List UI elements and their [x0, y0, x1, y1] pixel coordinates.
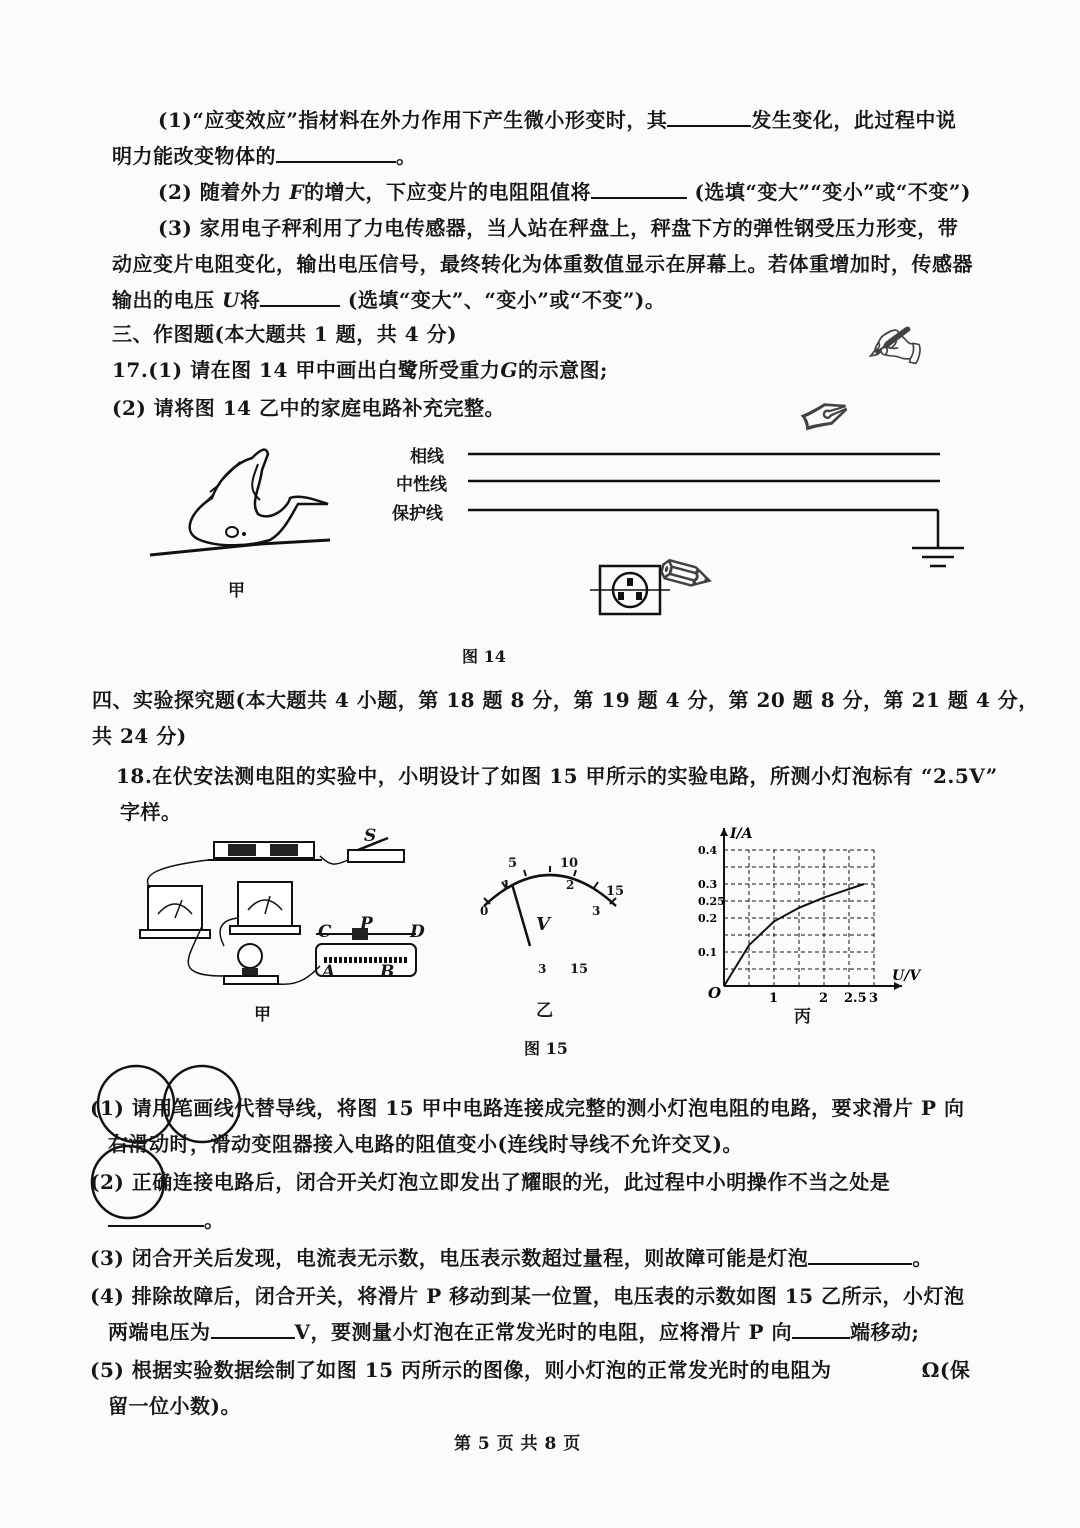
- origin-label: O: [708, 984, 722, 1002]
- y-axis-arrow: [720, 828, 728, 836]
- q18-part3-text: (3) 闭合开关后发现，电流表无示数，电压表示数超过量程，则故障可能是灯泡: [90, 1246, 809, 1270]
- q16-blank-1: [667, 107, 751, 127]
- x-tick-label: 2.5: [844, 991, 867, 1006]
- q18-part2-line1: (2) 正确连接电路后，闭合开关灯泡立即发出了耀眼的光，此过程中小明操作不当之处是: [90, 1170, 891, 1194]
- q17-text-b: 的示意图;: [517, 358, 608, 382]
- q16-part3-text-d: 将: [239, 288, 261, 312]
- rheostat-label-c: C: [318, 922, 332, 942]
- section3-title: 三、作图题(本大题共 1 题，共 4 分): [112, 322, 458, 346]
- dial-label-5: 5: [508, 856, 518, 871]
- q18-part4-text-c: V，要测量小灯泡在正常发光时的电阻，应将滑片 P 向: [294, 1320, 792, 1344]
- q18-blank-2: [808, 1245, 912, 1265]
- q16-blank-3: [591, 179, 687, 199]
- fig14-caption: 图 14: [462, 647, 506, 666]
- watermark-stamp: ✍: [862, 305, 931, 389]
- q17-text-a: 17.(1) 请在图 14 甲中画出白鹭所受重力: [112, 358, 501, 382]
- y-axis-label: I/A: [730, 826, 753, 842]
- q16-part3-text-c: 输出的电压: [112, 288, 215, 312]
- q18-part4-text-b: 两端电压为: [108, 1320, 211, 1344]
- egret-figure: [140, 440, 340, 570]
- q16-part1-text-c: 明力能改变物体的: [112, 144, 276, 168]
- q16-part2-text-c: (选填“变大”“变小”或“不变”): [694, 180, 971, 204]
- q18-part1-line2: 右滑动时，滑动变阻器接入电路的阻值变小(连线时导线不允许交叉)。: [108, 1132, 743, 1156]
- q18-part2-end: 。: [204, 1208, 225, 1232]
- q18-part5-text-a: (5) 根据实验数据绘制了如图 15 丙所示的图像，则小灯泡的正常发光时的电阻为: [90, 1358, 832, 1382]
- q16-part3-text-a: (3) 家用电子秤利用了力电传感器，当人站在秤盘上，秤盘下方的弹性钢受压力形变，带: [158, 216, 959, 240]
- q18-part4-line1: (4) 排除故障后，闭合开关，将滑片 P 移动到某一位置，电压表的示数如图 15 乙所示，小灯泡: [90, 1284, 965, 1308]
- fig15-bing-label: 丙: [794, 1007, 811, 1027]
- dial-label-3: 3: [592, 904, 601, 918]
- q18-intro-line2: 字样。: [120, 800, 182, 824]
- q16-blank-2: [276, 143, 396, 163]
- fig15-jia-label: 甲: [254, 1005, 271, 1025]
- rheostat-label-b: B: [380, 962, 395, 982]
- q18-part3: [90, 1244, 933, 1272]
- q16-part2: [158, 178, 971, 206]
- wire-label-ground: 保护线: [392, 504, 443, 524]
- y-tick-label: 0.25: [698, 895, 725, 908]
- q18-part5-line1: [90, 1356, 970, 1384]
- voltmeter-dial: [470, 850, 630, 990]
- q16-part3-text-b: 动应变片电阻变化，输出电压信号，最终转化为体重数值显示在屏幕上。若体重增加时，传感器: [112, 252, 973, 276]
- fig15-caption: 图 15: [524, 1039, 568, 1058]
- q18-blank-5: [832, 1357, 922, 1377]
- x-tick-label: 1: [769, 991, 779, 1006]
- section4-line2: 共 24 分): [92, 724, 187, 748]
- q16-part3-line3: [112, 286, 665, 314]
- dial-label-2: 2: [566, 878, 575, 892]
- q16-part3-voltage: U: [221, 288, 240, 312]
- section4-line1: 四、实验探究题(本大题共 4 小题，第 18 题 8 分，第 19 题 4 分，第 20 题 8 分，第 21 题 4 分，: [92, 688, 1039, 712]
- rheostat-label-d: D: [410, 922, 425, 942]
- q18-part5-text-b: Ω(保: [921, 1358, 971, 1382]
- y-tick-label: 0.2: [698, 912, 718, 925]
- q16-part3-line2: [112, 250, 973, 278]
- dial-label-15: 15: [606, 884, 625, 899]
- dial-label-10: 10: [560, 856, 579, 871]
- q16-part2-text-b: 的增大，下应变片的电阻阻值将: [303, 180, 591, 204]
- wire-label-neutral: 中性线: [396, 475, 447, 495]
- q16-part1-text-d: 。: [396, 144, 417, 168]
- fig14-jia-label: 甲: [228, 581, 245, 601]
- y-tick-label: 0.4: [698, 844, 718, 857]
- q18-part4-line2: [108, 1318, 919, 1346]
- battery-icon: [208, 842, 322, 860]
- q18-part2-line2: [108, 1206, 225, 1234]
- x-tick-label: 2: [819, 991, 829, 1006]
- q16-blank-4: [260, 287, 340, 307]
- watermark-stamp-2: ✑: [788, 373, 865, 461]
- q18-part4-text-d: 端移动;: [849, 1320, 920, 1344]
- x-tick-label: 3: [869, 991, 879, 1006]
- q18-part3-end: 。: [912, 1246, 933, 1270]
- bulb-icon: [224, 944, 278, 984]
- dial-terminal-3: 3: [538, 962, 547, 976]
- q17-line2: (2) 请将图 14 乙中的家庭电路补充完整。: [112, 396, 506, 420]
- watermark-stamp-3: ✎: [645, 531, 729, 623]
- q16-part3-line1: [158, 214, 958, 242]
- q18-part1-line1: (1) 请用笔画线代替导线，将图 15 甲中电路连接成完整的测小灯泡电阻的电路，要求滑片 P 向: [90, 1096, 965, 1120]
- q18-intro-line1: 18.在伏安法测电阻的实验中，小明设计了如图 15 甲所示的实验电路，所测小灯泡标有 “2.5V”: [116, 764, 998, 788]
- q18-blank-3: [211, 1319, 295, 1339]
- q18-blank-4: [792, 1319, 850, 1339]
- q16-part3-text-e: (选填“变大”、“变小”或“不变”)。: [347, 288, 666, 312]
- q16-part2-force: F: [289, 180, 304, 204]
- q16-part1-line2: [112, 142, 417, 170]
- dial-label-0: 0: [480, 904, 489, 918]
- q18-blank-1: [108, 1207, 204, 1227]
- voltmeter-icon: [230, 882, 300, 934]
- q16-part1-text-a: (1)“应变效应”指材料在外力作用下产生微小形变时，其: [158, 108, 668, 132]
- dial-unit: V: [536, 914, 550, 935]
- rheostat-label-p: P: [360, 914, 373, 934]
- rheostat-label-a: A: [322, 962, 336, 982]
- voltmeter-needle: [512, 884, 530, 946]
- iu-chart: [690, 826, 921, 1016]
- q17-line1: [112, 356, 608, 384]
- fig15-yi-label: 乙: [536, 1001, 553, 1021]
- switch-label: S: [364, 826, 377, 846]
- dial-terminal-15: 15: [570, 962, 589, 977]
- page-footer: 第 5 页 共 8 页: [454, 1434, 581, 1454]
- q17-gravity: G: [500, 358, 518, 382]
- experiment-apparatus: [130, 826, 430, 1026]
- q16-part2-text-a: (2) 随着外力: [158, 180, 282, 204]
- x-axis-label: U/V: [892, 968, 921, 984]
- y-tick-label: 0.1: [698, 946, 718, 959]
- y-tick-label: 0.3: [698, 878, 718, 891]
- q16-part1-text-b: 发生变化，此过程中说: [751, 108, 957, 132]
- q18-part5-line2: 留一位小数)。: [108, 1394, 241, 1418]
- dial-label-1: 1: [502, 878, 511, 892]
- q16-part1-line1: [158, 106, 956, 134]
- wire-label-live: 相线: [410, 447, 444, 467]
